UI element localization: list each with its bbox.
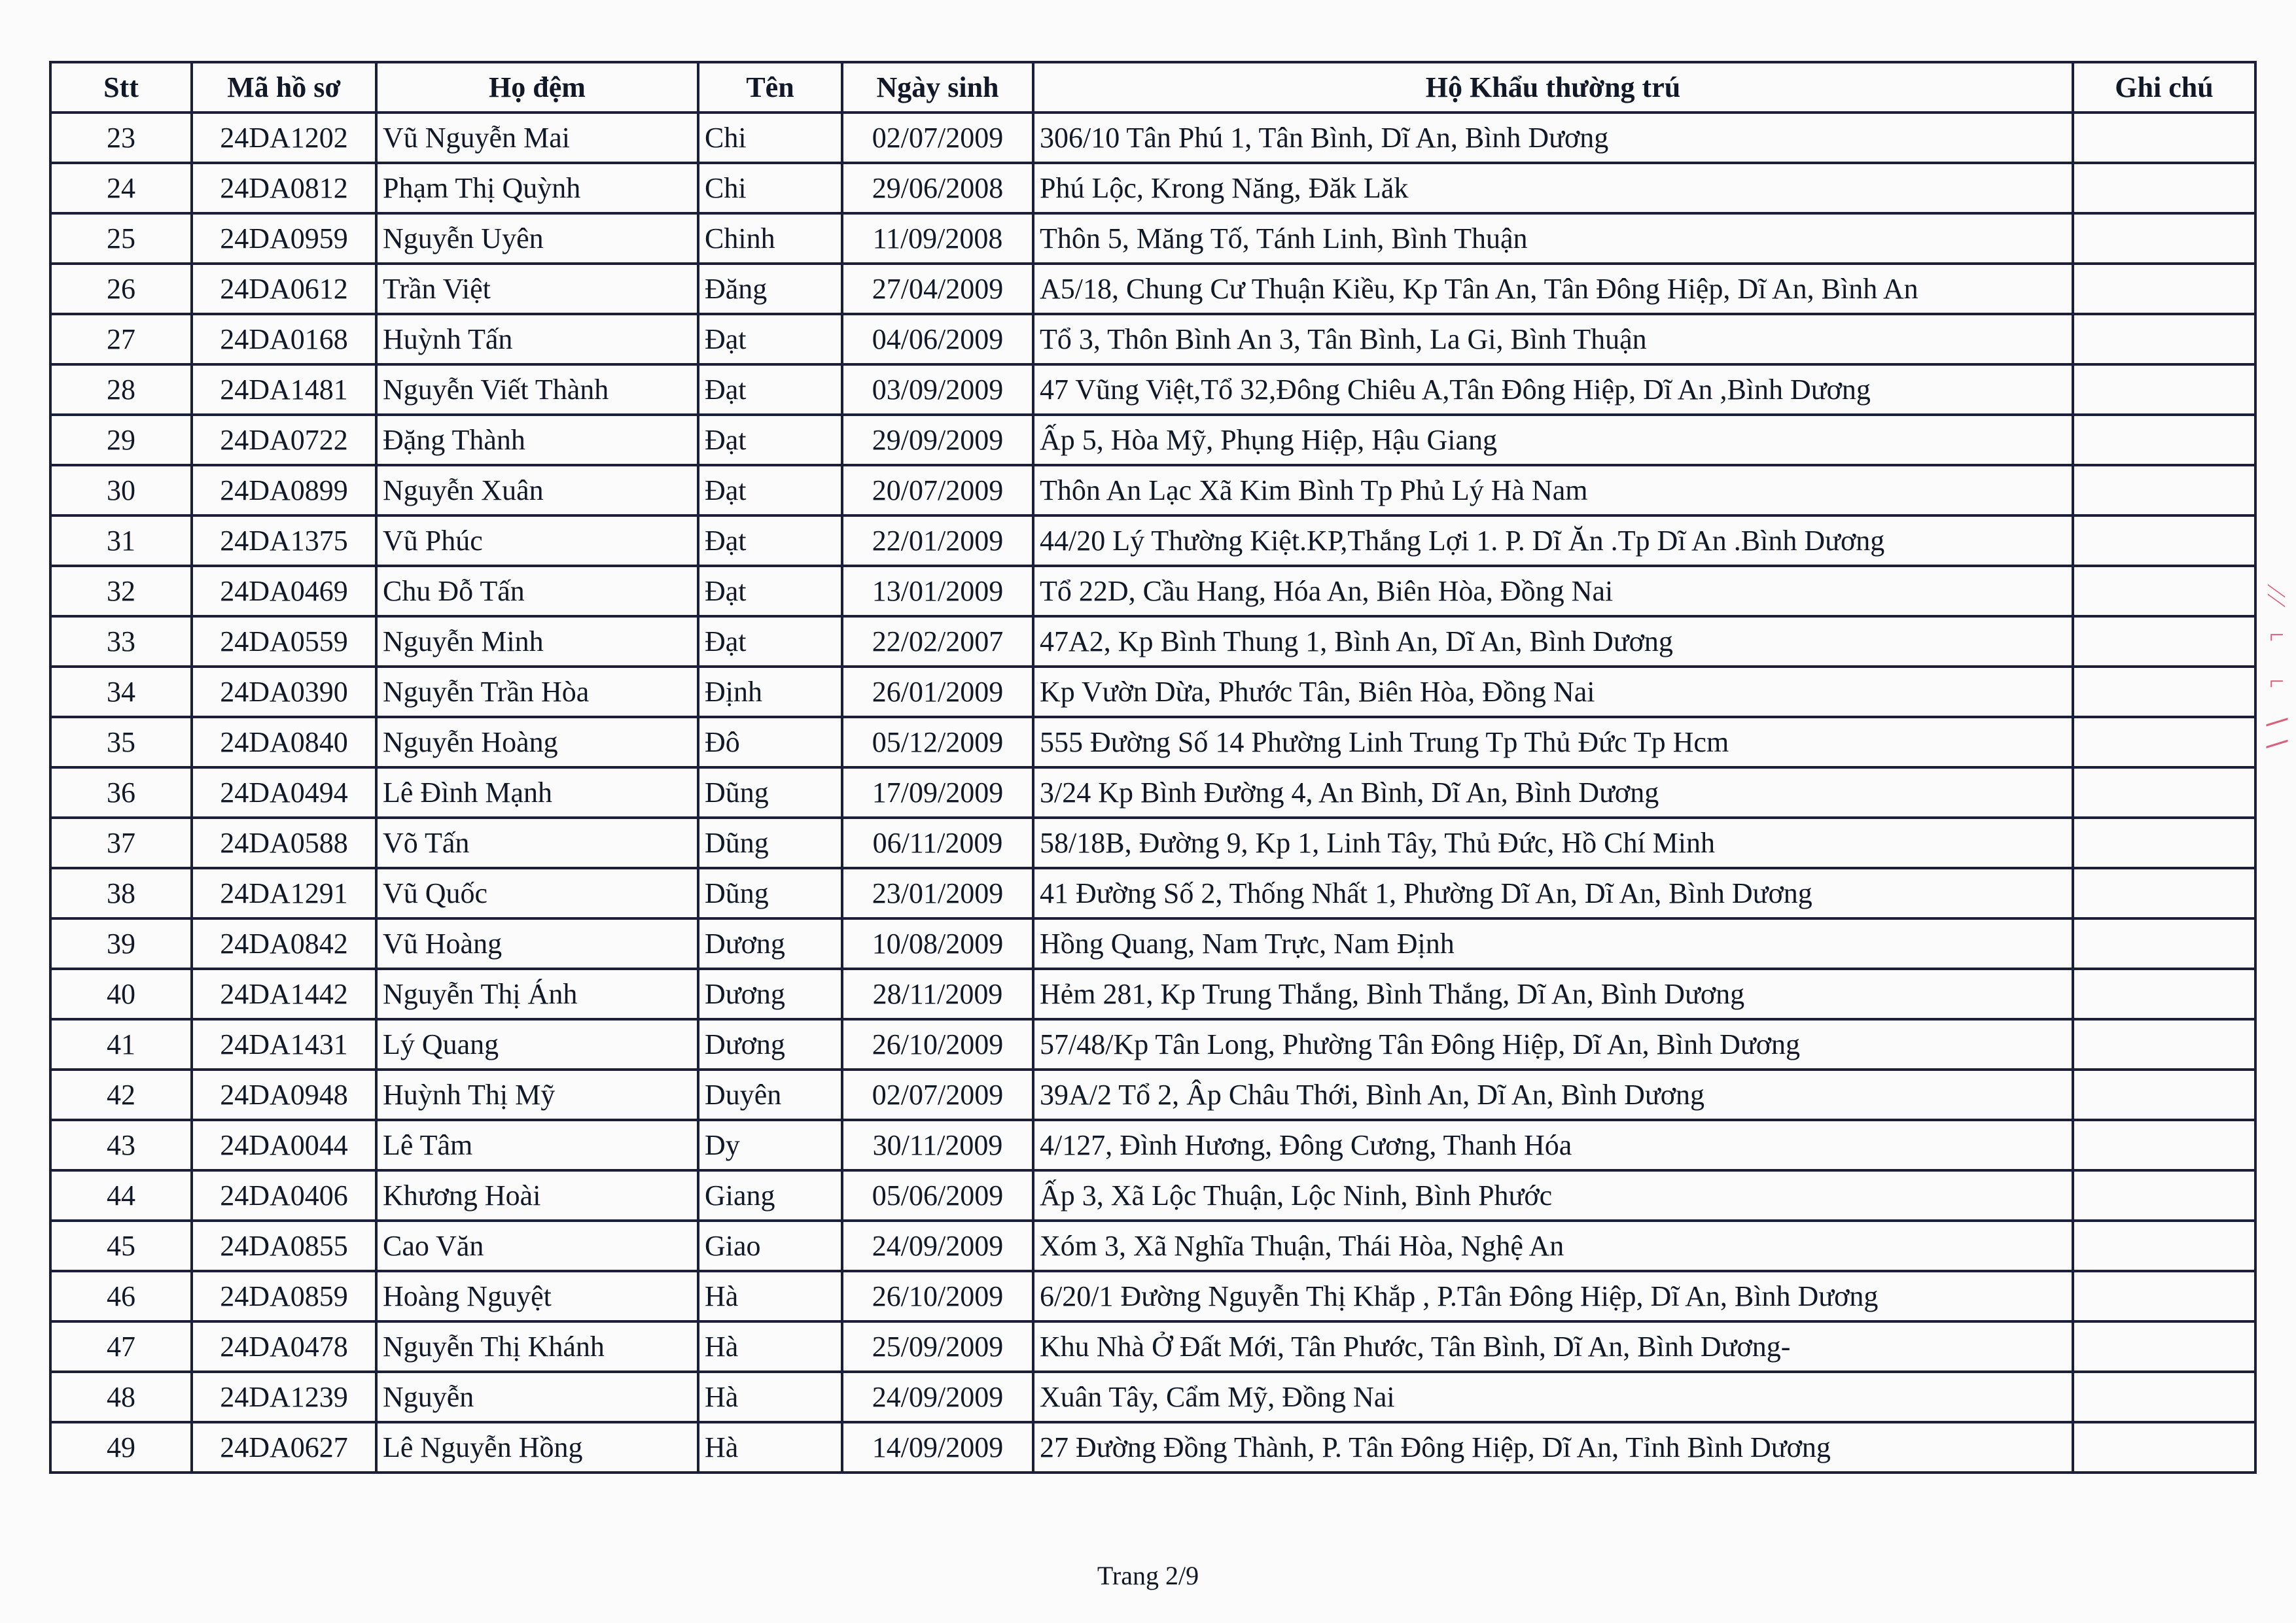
cell-ma-ho-so: 24DA0859 xyxy=(192,1271,376,1321)
cell-stt: 43 xyxy=(50,1120,192,1170)
table-row xyxy=(50,213,2255,264)
table-row xyxy=(50,515,2255,566)
cell-ten: Dương xyxy=(698,1019,842,1070)
cell-stt: 25 xyxy=(50,213,192,264)
cell-stt: 27 xyxy=(50,314,192,364)
cell-stt: 23 xyxy=(50,113,192,163)
cell-ngay-sinh: 11/09/2008 xyxy=(842,213,1033,264)
header-ho-dem: Họ đệm xyxy=(376,62,698,113)
cell-ho-dem: Cao Văn xyxy=(376,1221,698,1271)
cell-ghi-chu xyxy=(2073,1120,2255,1170)
cell-stt: 44 xyxy=(50,1170,192,1221)
cell-ho-khau: Thôn An Lạc Xã Kim Bình Tp Phủ Lý Hà Nam xyxy=(1033,465,2073,515)
cell-ho-khau: 3/24 Kp Bình Đường 4, An Bình, Dĩ An, Bình Dương xyxy=(1033,767,2073,818)
cell-ho-khau: Tổ 3, Thôn Bình An 3, Tân Bình, La Gi, Bình Thuận xyxy=(1033,314,2073,364)
cell-ghi-chu xyxy=(2073,264,2255,314)
cell-stt: 33 xyxy=(50,616,192,667)
cell-ghi-chu xyxy=(2073,868,2255,918)
table-row xyxy=(50,1221,2255,1271)
cell-ho-dem: Huỳnh Tấn xyxy=(376,314,698,364)
cell-ho-dem: Nguyễn xyxy=(376,1372,698,1422)
cell-ngay-sinh: 26/10/2009 xyxy=(842,1019,1033,1070)
cell-ma-ho-so: 24DA1375 xyxy=(192,515,376,566)
cell-ho-khau: Xuân Tây, Cẩm Mỹ, Đồng Nai xyxy=(1033,1372,2073,1422)
cell-ngay-sinh: 22/01/2009 xyxy=(842,515,1033,566)
cell-ho-khau: Khu Nhà Ở Đất Mới, Tân Phước, Tân Bình, Dĩ An, Bình Dương- xyxy=(1033,1321,2073,1372)
table-row xyxy=(50,818,2255,868)
header-stt: Stt xyxy=(50,62,192,113)
cell-stt: 26 xyxy=(50,264,192,314)
cell-ho-dem: Huỳnh Thị Mỹ xyxy=(376,1070,698,1120)
table-row xyxy=(50,465,2255,515)
cell-ma-ho-so: 24DA0627 xyxy=(192,1422,376,1473)
cell-ten: Dũng xyxy=(698,818,842,868)
cell-ho-dem: Đặng Thành xyxy=(376,415,698,465)
cell-ghi-chu xyxy=(2073,1422,2255,1473)
cell-ho-dem: Phạm Thị Quỳnh xyxy=(376,163,698,213)
cell-ho-khau: 47A2, Kp Bình Thung 1, Bình An, Dĩ An, Bình Dương xyxy=(1033,616,2073,667)
table-row xyxy=(50,717,2255,767)
cell-ho-khau: 44/20 Lý Thường Kiệt.KP,Thắng Lợi 1. P. Dĩ Ăn .Tp Dĩ An .Bình Dương xyxy=(1033,515,2073,566)
cell-ghi-chu xyxy=(2073,213,2255,264)
header-ngay-sinh: Ngày sinh xyxy=(842,62,1033,113)
cell-ngay-sinh: 14/09/2009 xyxy=(842,1422,1033,1473)
header-ma-ho-so: Mã hồ sơ xyxy=(192,62,376,113)
cell-ghi-chu xyxy=(2073,1372,2255,1422)
cell-stt: 28 xyxy=(50,364,192,415)
cell-ma-ho-so: 24DA0168 xyxy=(192,314,376,364)
table-row xyxy=(50,264,2255,314)
cell-ten: Đạt xyxy=(698,415,842,465)
cell-ten: Dương xyxy=(698,969,842,1019)
cell-ghi-chu xyxy=(2073,1321,2255,1372)
cell-ho-dem: Chu Đỗ Tấn xyxy=(376,566,698,616)
cell-ten: Giang xyxy=(698,1170,842,1221)
cell-ho-dem: Nguyễn Xuân xyxy=(376,465,698,515)
cell-stt: 31 xyxy=(50,515,192,566)
cell-ma-ho-so: 24DA0899 xyxy=(192,465,376,515)
cell-ho-khau: Thôn 5, Măng Tố, Tánh Linh, Bình Thuận xyxy=(1033,213,2073,264)
cell-stt: 48 xyxy=(50,1372,192,1422)
cell-ghi-chu xyxy=(2073,616,2255,667)
cell-ngay-sinh: 06/11/2009 xyxy=(842,818,1033,868)
cell-ho-khau: Ấp 3, Xã Lộc Thuận, Lộc Ninh, Bình Phước xyxy=(1033,1170,2073,1221)
cell-ten: Đạt xyxy=(698,465,842,515)
cell-stt: 42 xyxy=(50,1070,192,1120)
cell-ten: Đạt xyxy=(698,566,842,616)
table-row xyxy=(50,616,2255,667)
cell-ho-dem: Võ Tấn xyxy=(376,818,698,868)
cell-ten: Định xyxy=(698,667,842,717)
table-row xyxy=(50,163,2255,213)
cell-ho-khau: 57/48/Kp Tân Long, Phường Tân Đông Hiệp, Dĩ An, Bình Dương xyxy=(1033,1019,2073,1070)
cell-ghi-chu xyxy=(2073,918,2255,969)
cell-ho-dem: Vũ Nguyễn Mai xyxy=(376,113,698,163)
cell-ghi-chu xyxy=(2073,818,2255,868)
cell-ghi-chu xyxy=(2073,667,2255,717)
cell-ho-dem: Lê Tâm xyxy=(376,1120,698,1170)
cell-ten: Đạt xyxy=(698,314,842,364)
table-row xyxy=(50,415,2255,465)
cell-ngay-sinh: 13/01/2009 xyxy=(842,566,1033,616)
cell-ngay-sinh: 24/09/2009 xyxy=(842,1221,1033,1271)
handwritten-mark: ∕∕ ⌐ ⌐ ∖∖ xyxy=(2262,589,2291,757)
table-body xyxy=(50,113,2255,1473)
table-row xyxy=(50,1422,2255,1473)
header-ghi-chu: Ghi chú xyxy=(2073,62,2255,113)
cell-ghi-chu xyxy=(2073,415,2255,465)
cell-ghi-chu xyxy=(2073,113,2255,163)
cell-ngay-sinh: 22/02/2007 xyxy=(842,616,1033,667)
table-row xyxy=(50,1070,2255,1120)
table-row xyxy=(50,1019,2255,1070)
cell-stt: 47 xyxy=(50,1321,192,1372)
cell-ten: Dương xyxy=(698,918,842,969)
cell-stt: 46 xyxy=(50,1271,192,1321)
cell-ho-dem: Vũ Quốc xyxy=(376,868,698,918)
cell-ma-ho-so: 24DA0588 xyxy=(192,818,376,868)
table-row xyxy=(50,314,2255,364)
cell-ngay-sinh: 27/04/2009 xyxy=(842,264,1033,314)
cell-stt: 32 xyxy=(50,566,192,616)
cell-ma-ho-so: 24DA0390 xyxy=(192,667,376,717)
cell-ma-ho-so: 24DA0469 xyxy=(192,566,376,616)
cell-ma-ho-so: 24DA0840 xyxy=(192,717,376,767)
cell-ma-ho-so: 24DA1202 xyxy=(192,113,376,163)
cell-ho-dem: Vũ Hoàng xyxy=(376,918,698,969)
cell-ma-ho-so: 24DA0948 xyxy=(192,1070,376,1120)
cell-ten: Hà xyxy=(698,1372,842,1422)
cell-ma-ho-so: 24DA1481 xyxy=(192,364,376,415)
cell-ho-khau: 41 Đường Số 2, Thống Nhất 1, Phường Dĩ An, Dĩ An, Bình Dương xyxy=(1033,868,2073,918)
table-row xyxy=(50,667,2255,717)
table-row xyxy=(50,364,2255,415)
cell-ma-ho-so: 24DA0478 xyxy=(192,1321,376,1372)
cell-ho-khau: 4/127, Đình Hương, Đông Cương, Thanh Hóa xyxy=(1033,1120,2073,1170)
cell-ngay-sinh: 04/06/2009 xyxy=(842,314,1033,364)
cell-stt: 29 xyxy=(50,415,192,465)
cell-stt: 49 xyxy=(50,1422,192,1473)
cell-stt: 41 xyxy=(50,1019,192,1070)
cell-ho-dem: Trần Việt xyxy=(376,264,698,314)
cell-ma-ho-so: 24DA1431 xyxy=(192,1019,376,1070)
table-row xyxy=(50,566,2255,616)
cell-ghi-chu xyxy=(2073,364,2255,415)
cell-ngay-sinh: 20/07/2009 xyxy=(842,465,1033,515)
cell-ngay-sinh: 17/09/2009 xyxy=(842,767,1033,818)
cell-stt: 35 xyxy=(50,717,192,767)
cell-ma-ho-so: 24DA0855 xyxy=(192,1221,376,1271)
cell-ma-ho-so: 24DA0044 xyxy=(192,1120,376,1170)
table-row xyxy=(50,918,2255,969)
cell-ho-khau: 47 Vũng Việt,Tổ 32,Đông Chiêu A,Tân Đông Hiệp, Dĩ An ,Bình Dương xyxy=(1033,364,2073,415)
cell-ghi-chu xyxy=(2073,515,2255,566)
cell-ngay-sinh: 02/07/2009 xyxy=(842,113,1033,163)
cell-stt: 37 xyxy=(50,818,192,868)
cell-ngay-sinh: 05/06/2009 xyxy=(842,1170,1033,1221)
cell-stt: 45 xyxy=(50,1221,192,1271)
cell-ho-khau: Tổ 22D, Cầu Hang, Hóa An, Biên Hòa, Đồng Nai xyxy=(1033,566,2073,616)
cell-ngay-sinh: 23/01/2009 xyxy=(842,868,1033,918)
cell-ho-dem: Nguyễn Thị Ánh xyxy=(376,969,698,1019)
cell-ho-khau: A5/18, Chung Cư Thuận Kiều, Kp Tân An, Tân Đông Hiệp, Dĩ An, Bình An xyxy=(1033,264,2073,314)
cell-ngay-sinh: 10/08/2009 xyxy=(842,918,1033,969)
cell-ngay-sinh: 29/09/2009 xyxy=(842,415,1033,465)
cell-ma-ho-so: 24DA0722 xyxy=(192,415,376,465)
cell-ho-khau: Phú Lộc, Krong Năng, Đăk Lăk xyxy=(1033,163,2073,213)
cell-ten: Dũng xyxy=(698,868,842,918)
cell-ghi-chu xyxy=(2073,1221,2255,1271)
cell-ten: Duyên xyxy=(698,1070,842,1120)
cell-ten: Chi xyxy=(698,113,842,163)
cell-ma-ho-so: 24DA0842 xyxy=(192,918,376,969)
cell-ma-ho-so: 24DA1239 xyxy=(192,1372,376,1422)
table-row xyxy=(50,113,2255,163)
cell-ngay-sinh: 24/09/2009 xyxy=(842,1372,1033,1422)
cell-stt: 34 xyxy=(50,667,192,717)
table-row xyxy=(50,1170,2255,1221)
cell-stt: 24 xyxy=(50,163,192,213)
cell-ngay-sinh: 28/11/2009 xyxy=(842,969,1033,1019)
cell-ten: Hà xyxy=(698,1271,842,1321)
cell-ngay-sinh: 26/10/2009 xyxy=(842,1271,1033,1321)
cell-ho-khau: 39A/2 Tổ 2, Âp Châu Thới, Bình An, Dĩ An, Bình Dương xyxy=(1033,1070,2073,1120)
cell-ghi-chu xyxy=(2073,1170,2255,1221)
cell-stt: 39 xyxy=(50,918,192,969)
cell-ho-khau: 555 Đường Số 14 Phường Linh Trung Tp Thủ Đức Tp Hcm xyxy=(1033,717,2073,767)
cell-ma-ho-so: 24DA0559 xyxy=(192,616,376,667)
cell-ghi-chu xyxy=(2073,969,2255,1019)
cell-ghi-chu xyxy=(2073,163,2255,213)
cell-ma-ho-so: 24DA1442 xyxy=(192,969,376,1019)
table-row xyxy=(50,1321,2255,1372)
cell-ho-dem: Nguyễn Thị Khánh xyxy=(376,1321,698,1372)
cell-ho-khau: Hẻm 281, Kp Trung Thắng, Bình Thắng, Dĩ An, Bình Dương xyxy=(1033,969,2073,1019)
table-row xyxy=(50,868,2255,918)
cell-ten: Chi xyxy=(698,163,842,213)
cell-ngay-sinh: 03/09/2009 xyxy=(842,364,1033,415)
cell-ho-dem: Nguyễn Minh xyxy=(376,616,698,667)
cell-ngay-sinh: 25/09/2009 xyxy=(842,1321,1033,1372)
table-row xyxy=(50,969,2255,1019)
cell-ho-khau: Xóm 3, Xã Nghĩa Thuận, Thái Hòa, Nghệ An xyxy=(1033,1221,2073,1271)
cell-ho-khau: 58/18B, Đường 9, Kp 1, Linh Tây, Thủ Đức, Hồ Chí Minh xyxy=(1033,818,2073,868)
header-ten: Tên xyxy=(698,62,842,113)
student-roster-table xyxy=(49,61,2257,1474)
cell-ma-ho-so: 24DA0812 xyxy=(192,163,376,213)
cell-ho-dem: Vũ Phúc xyxy=(376,515,698,566)
cell-ngay-sinh: 05/12/2009 xyxy=(842,717,1033,767)
cell-ho-dem: Lê Nguyễn Hồng xyxy=(376,1422,698,1473)
cell-ghi-chu xyxy=(2073,1019,2255,1070)
cell-ho-dem: Nguyễn Viết Thành xyxy=(376,364,698,415)
cell-ho-dem: Nguyễn Uyên xyxy=(376,213,698,264)
cell-ho-dem: Lê Đình Mạnh xyxy=(376,767,698,818)
cell-ma-ho-so: 24DA0959 xyxy=(192,213,376,264)
cell-ten: Hà xyxy=(698,1422,842,1473)
cell-ho-dem: Lý Quang xyxy=(376,1019,698,1070)
cell-ten: Đạt xyxy=(698,616,842,667)
page-number: Trang 2/9 xyxy=(1097,1561,1199,1590)
table-header-row xyxy=(50,62,2255,113)
table-row xyxy=(50,1271,2255,1321)
cell-ten: Đạt xyxy=(698,515,842,566)
cell-ngay-sinh: 29/06/2008 xyxy=(842,163,1033,213)
header-ho-khau: Hộ Khẩu thường trú xyxy=(1033,62,2073,113)
cell-ten: Đạt xyxy=(698,364,842,415)
cell-ho-dem: Hoàng Nguyệt xyxy=(376,1271,698,1321)
cell-stt: 30 xyxy=(50,465,192,515)
table-row xyxy=(50,1120,2255,1170)
cell-ghi-chu xyxy=(2073,767,2255,818)
cell-stt: 38 xyxy=(50,868,192,918)
cell-ho-dem: Nguyễn Hoàng xyxy=(376,717,698,767)
cell-ma-ho-so: 24DA0612 xyxy=(192,264,376,314)
table-row xyxy=(50,1372,2255,1422)
cell-ho-khau: Ấp 5, Hòa Mỹ, Phụng Hiệp, Hậu Giang xyxy=(1033,415,2073,465)
cell-ten: Chinh xyxy=(698,213,842,264)
cell-ten: Hà xyxy=(698,1321,842,1372)
cell-ten: Đô xyxy=(698,717,842,767)
cell-ten: Dy xyxy=(698,1120,842,1170)
table-row xyxy=(50,767,2255,818)
cell-ngay-sinh: 02/07/2009 xyxy=(842,1070,1033,1120)
cell-ten: Dũng xyxy=(698,767,842,818)
cell-ghi-chu xyxy=(2073,314,2255,364)
cell-ho-khau: 27 Đường Đồng Thành, P. Tân Đông Hiệp, Dĩ An, Tỉnh Bình Dương xyxy=(1033,1422,2073,1473)
cell-ghi-chu xyxy=(2073,1271,2255,1321)
cell-ma-ho-so: 24DA0406 xyxy=(192,1170,376,1221)
cell-ma-ho-so: 24DA1291 xyxy=(192,868,376,918)
cell-ho-khau: 6/20/1 Đường Nguyễn Thị Khắp , P.Tân Đông Hiệp, Dĩ An, Bình Dương xyxy=(1033,1271,2073,1321)
cell-ngay-sinh: 30/11/2009 xyxy=(842,1120,1033,1170)
cell-ho-khau: Kp Vườn Dừa, Phước Tân, Biên Hòa, Đồng Nai xyxy=(1033,667,2073,717)
cell-stt: 36 xyxy=(50,767,192,818)
cell-ghi-chu xyxy=(2073,717,2255,767)
cell-ghi-chu xyxy=(2073,465,2255,515)
cell-ten: Giao xyxy=(698,1221,842,1271)
cell-ho-dem: Khương Hoài xyxy=(376,1170,698,1221)
cell-ho-khau: Hồng Quang, Nam Trực, Nam Định xyxy=(1033,918,2073,969)
cell-ho-dem: Nguyễn Trần Hòa xyxy=(376,667,698,717)
cell-ghi-chu xyxy=(2073,1070,2255,1120)
cell-stt: 40 xyxy=(50,969,192,1019)
cell-ho-khau: 306/10 Tân Phú 1, Tân Bình, Dĩ An, Bình Dương xyxy=(1033,113,2073,163)
cell-ten: Đăng xyxy=(698,264,842,314)
cell-ma-ho-so: 24DA0494 xyxy=(192,767,376,818)
cell-ghi-chu xyxy=(2073,566,2255,616)
cell-ngay-sinh: 26/01/2009 xyxy=(842,667,1033,717)
